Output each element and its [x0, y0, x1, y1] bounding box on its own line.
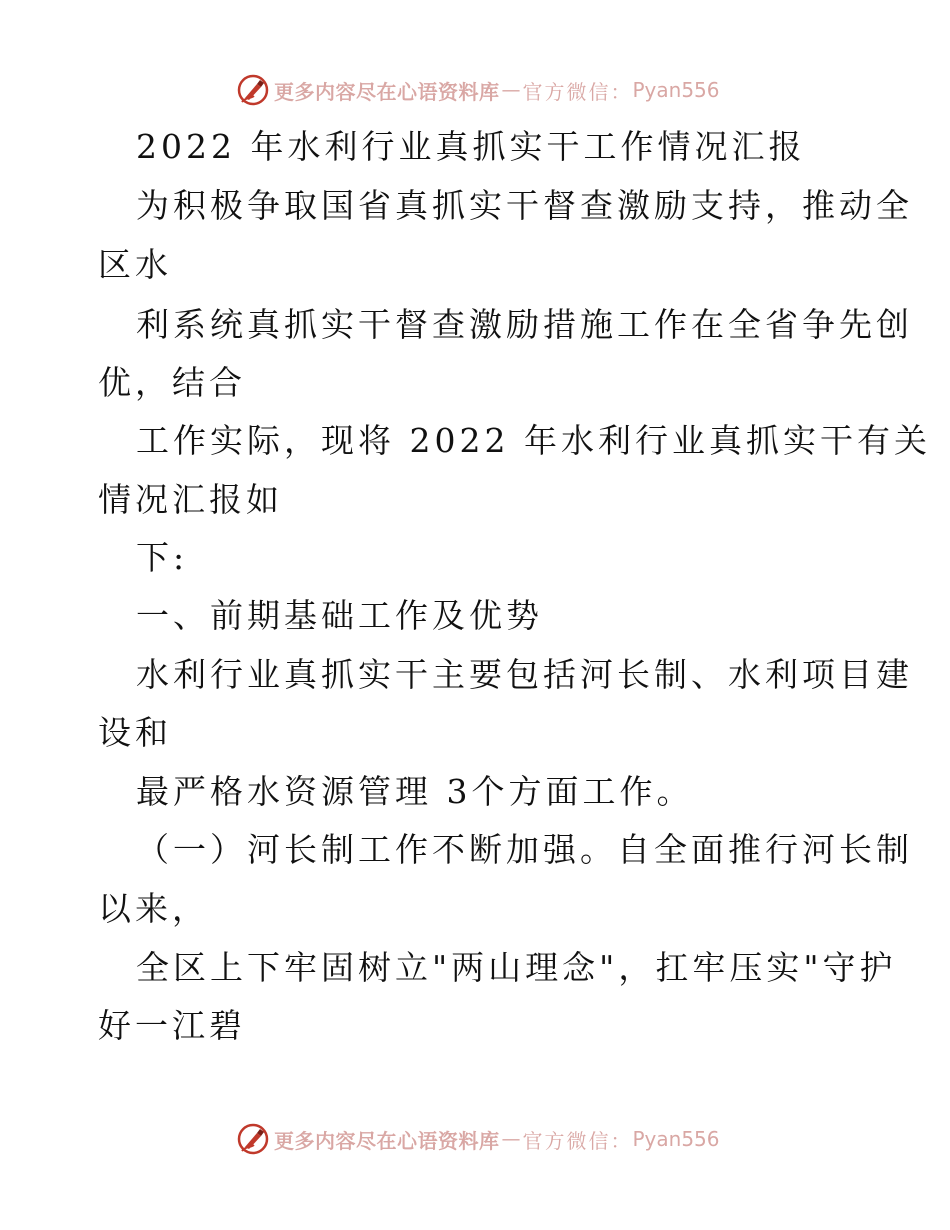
section-heading: 一、前期基础工作及优势 [136, 596, 543, 635]
text-line: （一）河长制工作不断加强。自全面推行河长制 [136, 830, 913, 869]
watermark-text: 更多内容尽在心语资料库 [274, 79, 500, 104]
text-line: 工作实际，现将 2022 年水利行业真抓实干有关 [136, 421, 931, 460]
text-line: 好一江碧 [98, 1006, 246, 1045]
footer-watermark [236, 1121, 720, 1157]
text-line: 设和 [98, 713, 172, 752]
watermark-official-label: 官方微信： [522, 1128, 633, 1153]
watermark-dash: — [501, 79, 521, 101]
text-line: 全区上下牢固树立"两山理念"，扛牢压实"守护 [136, 948, 897, 987]
watermark-wechat-id: Pyan556 [632, 78, 720, 102]
watermark-text: 更多内容尽在心语资料库 [274, 1128, 500, 1153]
text-line: 区水 [98, 245, 172, 284]
pen-logo-icon [236, 1122, 270, 1156]
watermark-dash: — [501, 1128, 521, 1150]
text-line: 情况汇报如 [98, 480, 283, 519]
text-line: 下: [136, 538, 189, 577]
text-line: 优，结合 [98, 363, 246, 402]
document-title: 2022 年水利行业真抓实干工作情况汇报 [136, 127, 806, 166]
pen-logo-icon [236, 73, 270, 107]
header-watermark [236, 72, 720, 108]
watermark-official-label: 官方微信： [522, 79, 633, 104]
text-line: 利系统真抓实干督查激励措施工作在全省争先创 [136, 305, 913, 344]
text-line: 为积极争取国省真抓实干督查激励支持，推动全 [136, 186, 913, 225]
watermark-wechat-id: Pyan556 [632, 1127, 720, 1151]
text-line: 水利行业真抓实干主要包括河长制、水利项目建 [136, 655, 913, 694]
text-line: 最严格水资源管理 3个方面工作。 [136, 772, 694, 811]
text-line: 以来， [98, 889, 209, 928]
